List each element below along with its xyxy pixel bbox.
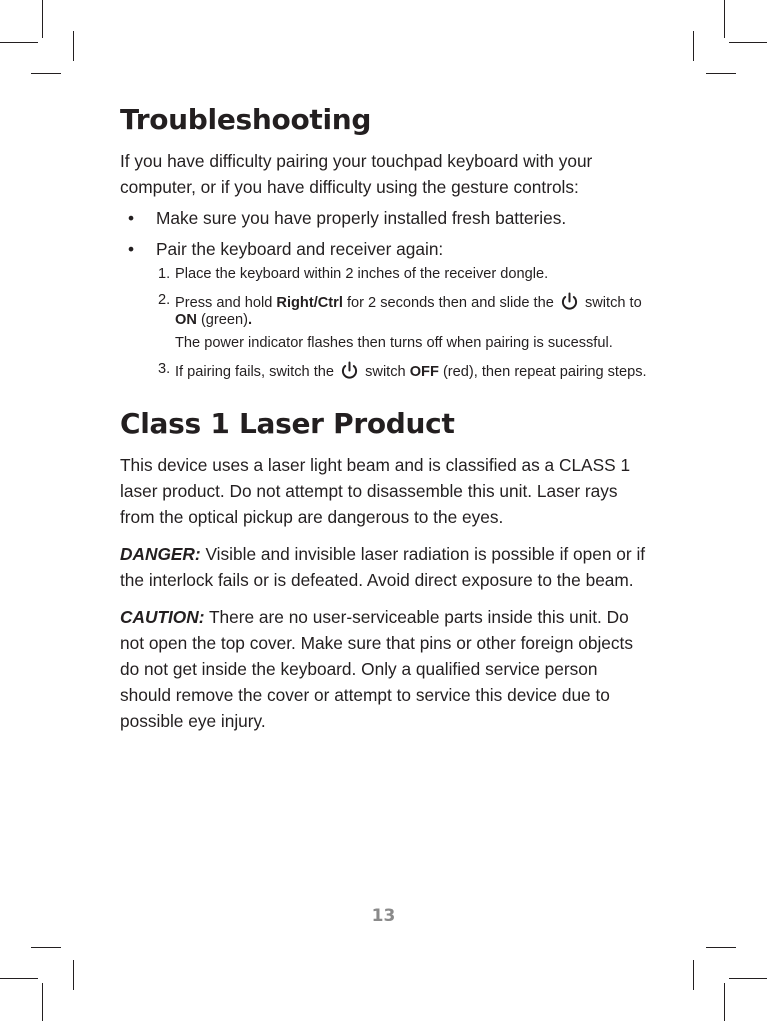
laser-intro: This device uses a laser light beam and is classified as a CLASS 1 laser product. Do not attempt to disassemble this unit. Laser rays from the optical pickup are dangerous to the eyes. xyxy=(120,455,631,527)
step-text: for 2 seconds then and slide the xyxy=(342,295,558,311)
bullet-text: Pair the keyboard and receiver again: xyxy=(156,239,444,259)
caution-paragraph xyxy=(120,604,650,734)
crop-mark xyxy=(0,978,38,979)
step-text: If pairing fails, switch the xyxy=(175,364,339,380)
crop-mark xyxy=(724,983,725,1021)
step-number: 1. xyxy=(158,266,171,282)
crop-mark xyxy=(31,947,61,948)
crop-mark xyxy=(706,73,736,74)
list-item xyxy=(120,205,650,231)
pairing-steps xyxy=(158,266,650,381)
switch-state: OFF xyxy=(409,364,439,380)
crop-mark xyxy=(73,31,74,61)
crop-mark xyxy=(73,960,74,990)
power-icon xyxy=(560,292,579,312)
step-text: (red), then repeat pairing steps. xyxy=(438,364,647,380)
step-number: 3. xyxy=(158,361,171,377)
crop-mark xyxy=(31,73,61,74)
troubleshooting-heading: Troubleshooting xyxy=(120,103,372,136)
step-number: 2. xyxy=(158,292,171,308)
caution-text: There are no user-serviceable parts inside this unit. Do not open the top cover. Make sure that pins or other foreign objects do not get inside the keyboard. Only a qualified service person should remove the cover or attempt to service this device due to possible eye injury. xyxy=(120,607,633,731)
step-text: switch to xyxy=(580,295,642,311)
step-period: . xyxy=(248,312,253,328)
step-3 xyxy=(158,361,650,381)
crop-mark xyxy=(693,960,694,990)
key-name: Right/Ctrl xyxy=(276,295,343,311)
bullet-marker: • xyxy=(128,208,135,228)
page-number: 13 xyxy=(371,906,396,926)
list-item xyxy=(120,236,650,262)
danger-text: Visible and invisible laser radiation is possible if open or if the interlock fails or is defeated. Avoid direct exposure to the beam. xyxy=(120,544,646,590)
power-icon xyxy=(340,361,359,381)
crop-mark xyxy=(706,947,736,948)
switch-state: ON xyxy=(175,312,197,328)
caution-label: CAUTION: xyxy=(120,607,205,627)
step-text: switch xyxy=(361,364,410,380)
bullet-marker: • xyxy=(128,239,135,259)
laser-heading: Class 1 Laser Product xyxy=(120,407,455,440)
bullet-text: Make sure you have properly installed fresh batteries. xyxy=(156,208,567,228)
step-note: The power indicator flashes then turns off when pairing is sucessful. xyxy=(175,335,613,351)
danger-label: DANGER: xyxy=(120,544,201,564)
step-text: (green) xyxy=(196,312,248,328)
crop-mark xyxy=(693,31,694,61)
crop-mark xyxy=(729,978,767,979)
crop-mark xyxy=(42,983,43,1021)
crop-mark xyxy=(0,42,38,43)
step-text: Place the keyboard within 2 inches of the receiver dongle. xyxy=(175,266,549,282)
crop-mark xyxy=(729,42,767,43)
crop-mark xyxy=(724,0,725,38)
page-content xyxy=(120,103,650,734)
step-text: Press and hold xyxy=(175,295,277,311)
step-1 xyxy=(158,266,650,283)
step-2 xyxy=(158,292,650,352)
danger-paragraph xyxy=(120,541,650,593)
crop-mark xyxy=(42,0,43,38)
troubleshooting-intro: If you have difficulty pairing your touchpad keyboard with your computer, or if you have difficulty using the gesture controls: xyxy=(120,151,593,197)
